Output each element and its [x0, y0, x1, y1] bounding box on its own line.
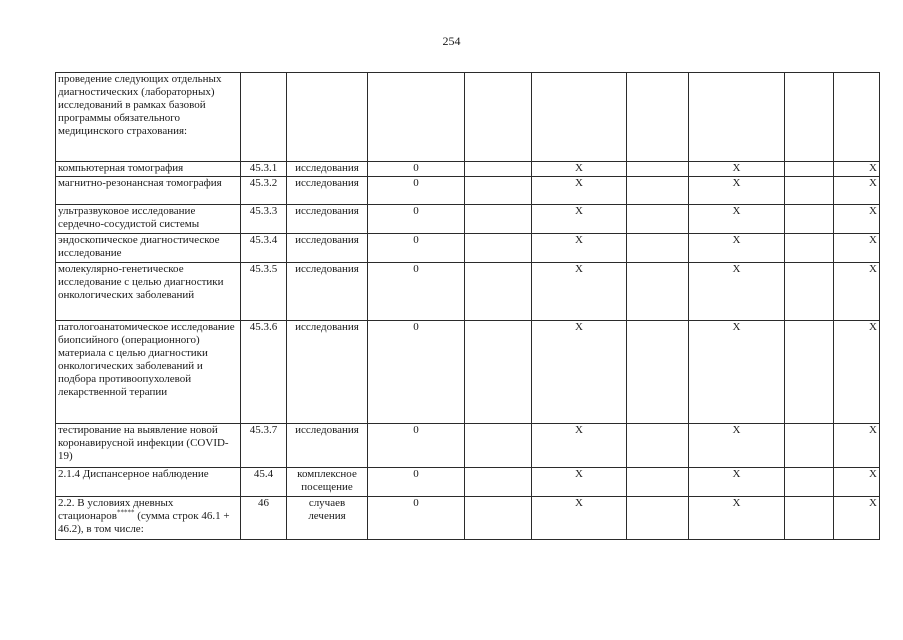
footnote-mark: ***** — [116, 508, 135, 517]
table-row — [56, 497, 880, 540]
table-row — [56, 177, 880, 205]
row-mark: X — [689, 234, 785, 263]
row-mark: X — [532, 263, 627, 321]
row-name: магнитно-резонансная томография — [56, 177, 241, 205]
row-value: 0 — [368, 263, 465, 321]
row-code: 45.3.1 — [241, 162, 287, 177]
row-unit: исследования — [287, 321, 368, 424]
row-mark: X — [834, 321, 880, 424]
row-mark: X — [532, 468, 627, 497]
table-row — [56, 263, 880, 321]
table-row — [56, 468, 880, 497]
row-mark: X — [532, 497, 627, 540]
row-unit: исследования — [287, 177, 368, 205]
row-unit: комплексное посещение — [287, 468, 368, 497]
row-name: проведение следующих отдельных диагностических (лабораторных) исследований в рамках базовой программы обязательного медицинского страхования: — [56, 73, 241, 162]
row-code: 45.3.7 — [241, 424, 287, 468]
row-name-rest: (сумма строк 46.1 + 46.2), в том числе: — [58, 510, 230, 535]
row-mark: X — [834, 177, 880, 205]
row-mark: X — [834, 263, 880, 321]
row-mark: X — [834, 234, 880, 263]
table-row — [56, 424, 880, 468]
row-unit: исследования — [287, 205, 368, 234]
row-mark: X — [834, 497, 880, 540]
row-unit: исследования — [287, 424, 368, 468]
row-name: 2.1.4 Диспансерное наблюдение — [56, 468, 241, 497]
table-row — [56, 73, 880, 162]
row-code: 45.3.3 — [241, 205, 287, 234]
row-mark: X — [834, 162, 880, 177]
row-value: 0 — [368, 162, 465, 177]
row-unit: случаев лечения — [287, 497, 368, 540]
row-mark: X — [689, 263, 785, 321]
row-name: компьютерная томография — [56, 162, 241, 177]
row-unit: исследования — [287, 162, 368, 177]
row-mark: X — [689, 162, 785, 177]
row-mark: X — [532, 321, 627, 424]
row-mark: X — [689, 424, 785, 468]
row-mark: X — [834, 424, 880, 468]
row-mark: X — [532, 424, 627, 468]
row-code: 45.4 — [241, 468, 287, 497]
row-code: 45.3.6 — [241, 321, 287, 424]
row-mark: X — [689, 468, 785, 497]
row-mark: X — [532, 162, 627, 177]
row-value: 0 — [368, 177, 465, 205]
page-number: 254 — [442, 34, 461, 48]
data-table — [55, 72, 880, 540]
row-code: 45.3.5 — [241, 263, 287, 321]
row-unit — [287, 73, 368, 162]
row-mark — [834, 73, 880, 162]
row-name: молекулярно-генетическое исследование с целью диагностики онкологических заболеваний — [56, 263, 241, 321]
table-row — [56, 321, 880, 424]
row-value: 0 — [368, 205, 465, 234]
row-mark — [532, 73, 627, 162]
row-value: 0 — [368, 321, 465, 424]
row-code: 46 — [241, 497, 287, 540]
row-mark: X — [834, 205, 880, 234]
table-row — [56, 162, 880, 177]
row-value: 0 — [368, 424, 465, 468]
row-mark: X — [689, 205, 785, 234]
row-mark: X — [689, 177, 785, 205]
row-value: 0 — [368, 234, 465, 263]
row-mark: X — [532, 205, 627, 234]
row-value: 0 — [368, 468, 465, 497]
row-name: патологоанатомическое исследование биопсийного (операционного) материала с целью диагностики онкологических заболеваний и подбора противоопухолевой лекарственной терапии — [56, 321, 241, 424]
row-unit: исследования — [287, 263, 368, 321]
row-code — [241, 73, 287, 162]
row-code: 45.3.2 — [241, 177, 287, 205]
row-mark: X — [689, 321, 785, 424]
row-mark: X — [532, 234, 627, 263]
row-name: эндоскопическое диагностическое исследование — [56, 234, 241, 263]
row-mark — [689, 73, 785, 162]
row-code: 45.3.4 — [241, 234, 287, 263]
row-name: тестирование на выявление новой коронавирусной инфекции (COVID-19) — [56, 424, 241, 468]
row-name-main: 2.2. В условиях дневных стационаров — [58, 497, 174, 522]
table-row — [56, 205, 880, 234]
row-mark: X — [689, 497, 785, 540]
row-value: 0 — [368, 497, 465, 540]
row-mark: X — [834, 468, 880, 497]
row-name — [56, 497, 241, 540]
row-name: ультразвуковое исследование сердечно-сосудистой системы — [56, 205, 241, 234]
row-mark: X — [532, 177, 627, 205]
row-value — [368, 73, 465, 162]
row-unit: исследования — [287, 234, 368, 263]
table-row — [56, 234, 880, 263]
